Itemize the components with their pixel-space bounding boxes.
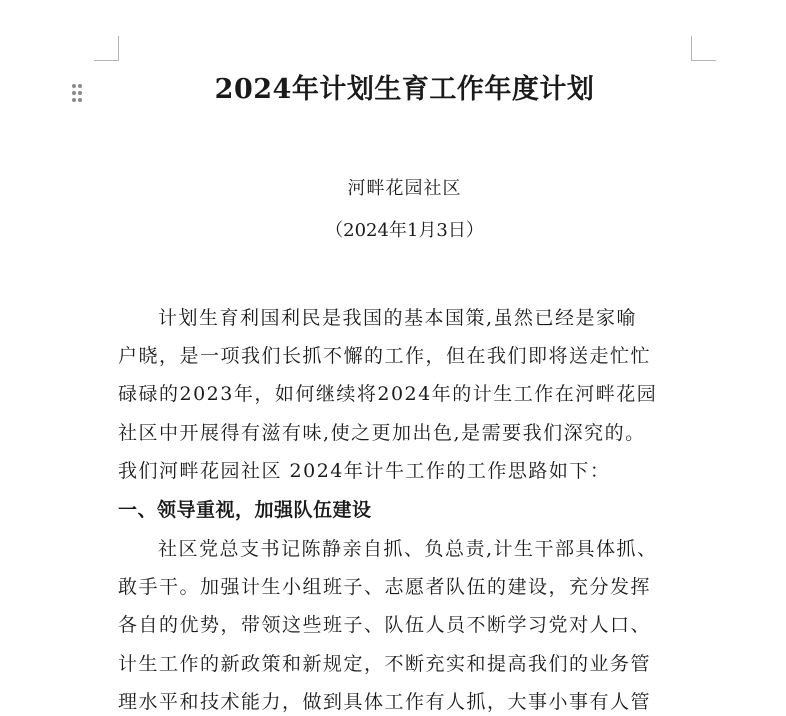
paragraph-line: 社区中开展得有滋有味,使之更加出色,是需要我们深究的。	[118, 422, 646, 444]
paragraph-line: 碌碌的2023年，如何继续将2024年的计生工作在河畔花园	[118, 383, 658, 405]
section-heading: 一、领导重视，加强队伍建设	[118, 499, 372, 521]
paragraph-line: 户晓，是一项我们长抓不懈的工作，但在我们即将送走忙忙	[118, 345, 652, 367]
top-right-margin-mark	[691, 36, 716, 61]
paragraph-line: 社区党总支书记陈静亲自抓、负总责,计生干部具体抓、	[158, 538, 658, 560]
top-left-margin-mark	[94, 36, 119, 61]
paragraph-line: 我们河畔花园社区 2024年计牛工作的工作思路如下：	[118, 460, 611, 482]
organization-name: 河畔花园社区	[347, 178, 462, 199]
paragraph-line: 计生工作的新政策和新规定，不断充实和提高我们的业务管	[118, 653, 652, 675]
document-date: （2024年1月3日）	[325, 220, 484, 241]
paragraph-line: 计划生育利国利民是我国的基本国策,虽然已经是家喻	[158, 307, 638, 329]
paragraph-line: 敢手干。加强计生小组班子、志愿者队伍的建设，充分发挥	[118, 576, 652, 598]
document-title: 2024年计划生育工作年度计划	[214, 74, 595, 105]
paragraph-line: 各自的优势，带领这些班子、队伍人员不断学习党对人口、	[118, 614, 652, 636]
drag-handle-icon[interactable]	[70, 82, 84, 104]
paragraph-line: 理水平和技术能力，做到具体工作有人抓，大事小事有人管	[118, 691, 652, 713]
